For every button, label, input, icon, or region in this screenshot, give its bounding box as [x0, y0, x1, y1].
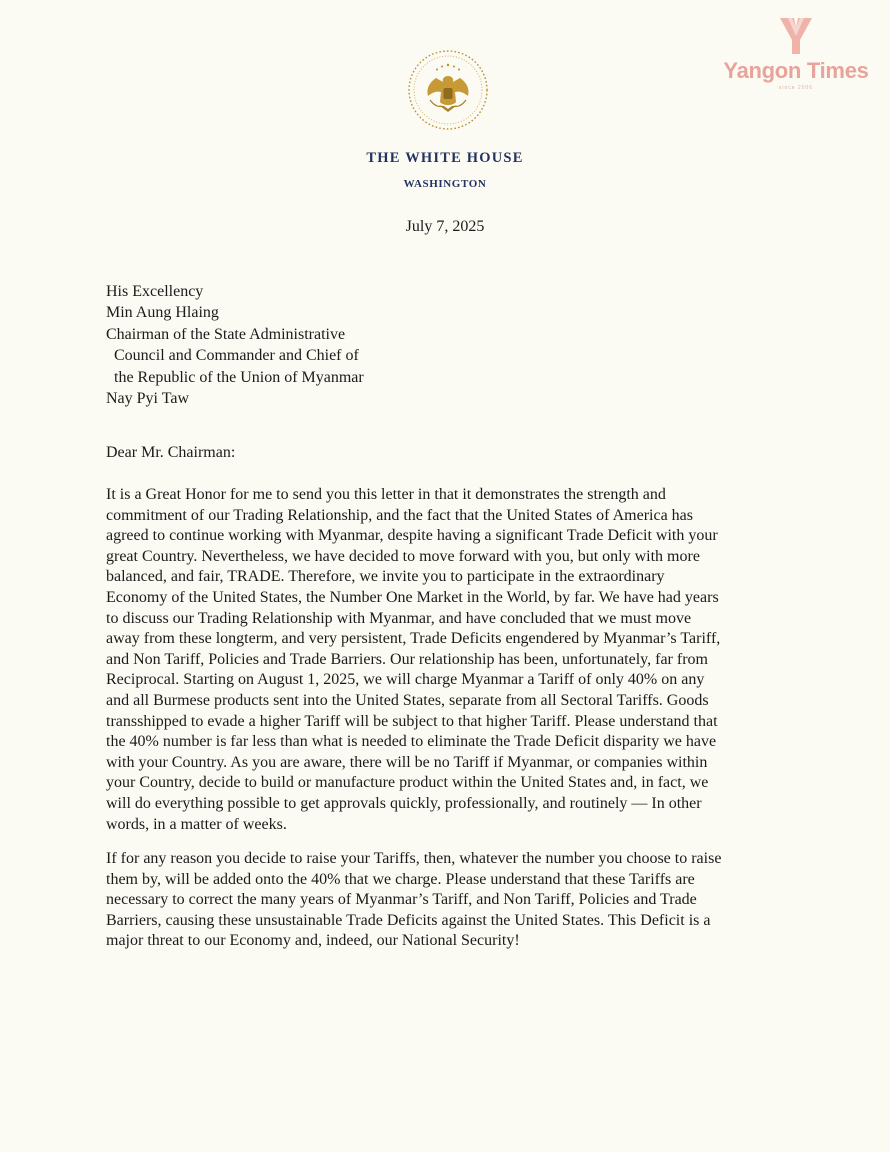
yangon-times-logo-icon [778, 16, 814, 56]
recipient-line: Nay Pyi Taw [106, 390, 190, 408]
paragraph-line: the 40% number is far less than what is needed to eliminate the Trade Deficit disparity we have [106, 733, 717, 751]
paragraph-line: transshipped to evade a higher Tariff will be subject to that higher Tariff. Please understand that [106, 712, 718, 730]
paragraph-line: will do everything possible to get approvals quickly, professionally, and routinely — In other [106, 794, 702, 812]
paragraph-line: major threat to our Economy and, indeed, our National Security! [106, 932, 520, 950]
paragraph-line: them by, will be added onto the 40% that we charge. Please understand that these Tariffs are [106, 870, 695, 888]
paragraph-line: Economy of the United States, the Number One Market in the World, by far. We have had years [106, 588, 719, 606]
paragraph-line: and Non Tariff, Policies and Trade Barriers. Our relationship has been, unfortunately, far from [106, 650, 708, 668]
paragraph-line: necessary to correct the many years of Myanmar’s Tariff, and Non Tariff, Policies and Trade [106, 891, 697, 909]
body-paragraph-1 [106, 485, 796, 835]
recipient-line: the Republic of the Union of Myanmar [114, 368, 364, 386]
paragraph-line: It is a Great Honor for me to send you this letter in that it demonstrates the strength and [106, 486, 666, 503]
letter-date: July 7, 2025 [405, 218, 485, 235]
paragraph-line: commitment of our Trading Relationship, and the fact that the United States of America has [106, 506, 693, 524]
watermark-tagline: since 2006 [778, 85, 814, 91]
letterhead-subtitle: WASHINGTON [403, 178, 487, 190]
recipient-line: Chairman of the State Administrative [106, 325, 346, 343]
salutation: Dear Mr. Chairman: [106, 444, 236, 461]
paragraph-line: words, in a matter of weeks. [106, 815, 287, 833]
letterhead-title: THE WHITE HOUSE [366, 150, 524, 166]
body-paragraph-2 [106, 849, 796, 952]
paragraph-line: with your Country. As you are aware, there will be no Tariff if Myanmar, or companies within [106, 753, 708, 771]
paragraph-line: away from these longterm, and very persistent, Trade Deficits engendered by Myanmar’s Tariff, [106, 630, 721, 648]
watermark-brand: Yangon Times [723, 58, 869, 83]
recipient-line: Council and Commander and Chief of [114, 347, 359, 365]
paragraph-line: and all Burmese products sent into the United States, separate from all Sectoral Tariffs. Goods [106, 691, 709, 709]
paragraph-line: to discuss our Trading Relationship with Myanmar, and have concluded that we must move [106, 609, 692, 627]
paragraph-line: Barriers, causing these unsustainable Trade Deficits against the United States. This Deficit is a [106, 911, 711, 929]
paragraph-line: agreed to continue working with Myanmar, despite having a significant Trade Deficit with your [106, 527, 718, 545]
yangon-times-watermark [712, 14, 880, 94]
presidential-seal-icon [406, 48, 490, 132]
paragraph-line: your Country, decide to build or manufacture product within the United States and, in fact, we [106, 774, 709, 792]
paragraph-line: great Country. Nevertheless, we have decided to move forward with you, but only with more [106, 547, 700, 565]
paragraph-line: Reciprocal. Starting on August 1, 2025, we will charge Myanmar a Tariff of only 40% on any [106, 671, 705, 689]
recipient-address [106, 281, 364, 409]
recipient-line: His Excellency [106, 283, 204, 300]
paragraph-line: If for any reason you decide to raise your Tariffs, then, whatever the number you choose to raise [106, 850, 722, 867]
recipient-line: Min Aung Hlaing [106, 304, 219, 322]
paragraph-line: balanced, and fair, TRADE. Therefore, we invite you to participate in the extraordinary [106, 568, 665, 586]
